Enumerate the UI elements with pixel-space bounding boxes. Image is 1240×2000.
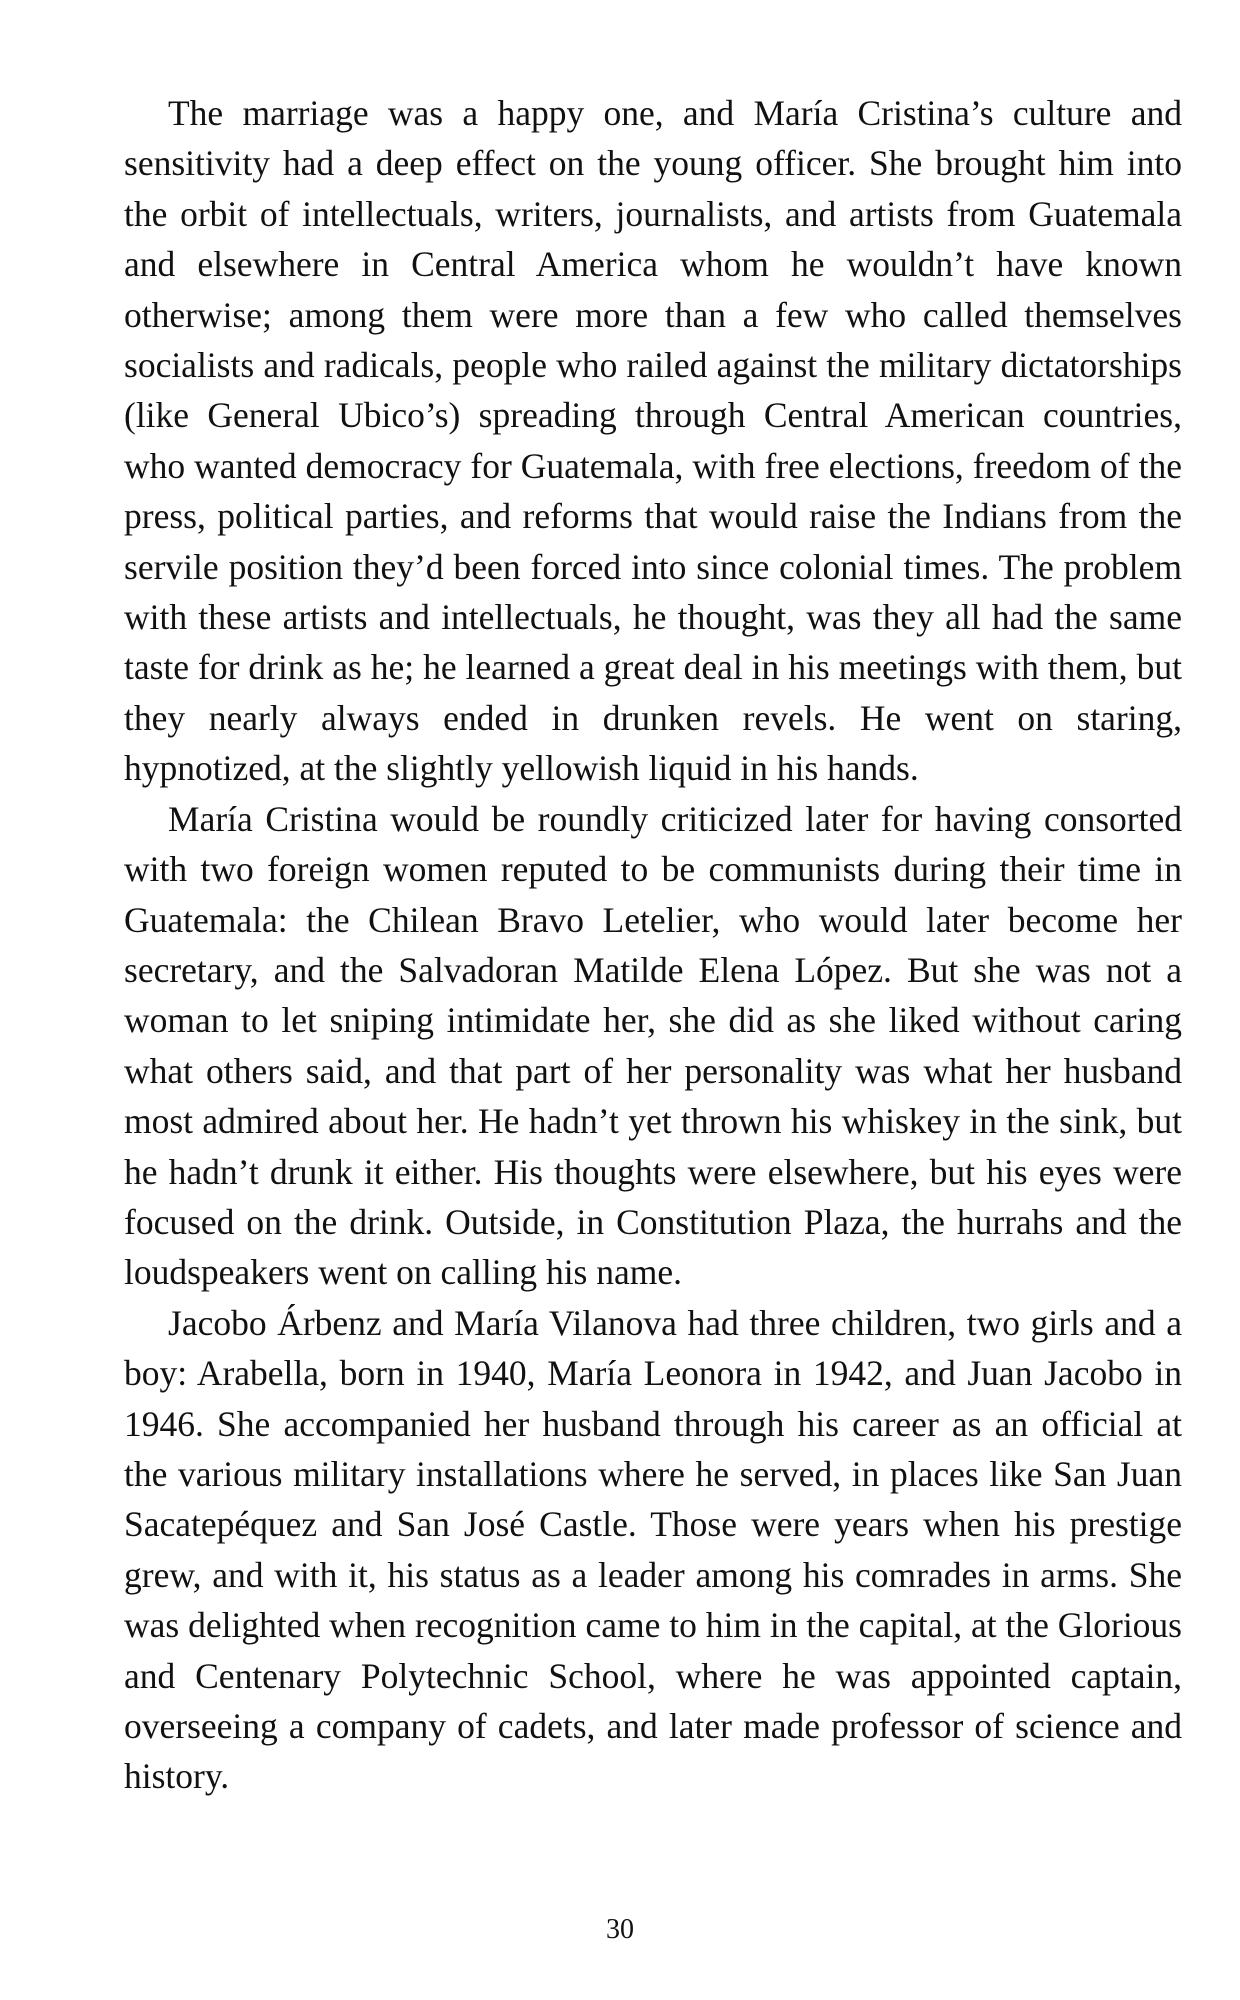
paragraph-1: The marriage was a happy one, and María Cristina’s culture and sensitivity had a deep effect on the young officer. She brought him into the orbit of intellectuals, writers, journalists, and artists from Guatemala and elsewhere in Central America whom he wouldn’t have known otherwise; among them were more than a few who called themselves socialists and radicals, people who railed against the military dictatorships (like General Ubico’s) spreading through Central American countries, who wanted democracy for Guatemala, with free elections, freedom of the press, political parties, and reforms that would raise the Indians from the servile position they’d been forced into since colonial times. The problem with these artists and intellectuals, he thought, was they all had the same taste for drink as he; he learned a great deal in his meetings with them, but they nearly always ended in drunken revels. He went on staring, hypnotized, at the slightly yellowish liquid in his hands.: [124, 93, 1182, 789]
paragraph-2: María Cristina would be roundly criticized later for having consorted with two foreign women reputed to be communists during their time in Guatemala: the Chilean Bravo Letelier, who would later become her secretary, and the Salvadoran Matilde Elena López. But she was not a woman to let sniping intimidate her, she did as she liked without caring what others said, and that part of her personality was what her husband most admired about her. He hadn’t yet thrown his whiskey in the sink, but he hadn’t drunk it either. His thoughts were elsewhere, but his eyes were focused on the drink. Outside, in Constitution Plaza, the hurrahs and the loudspeakers went on calling his name.: [124, 798, 1182, 1293]
paragraph-3: Jacobo Árbenz and María Vilanova had three children, two girls and a boy: Arabella, born in 1940, María Leonora in 1942, and Juan Jacobo in 1946. She accompanied her husband through his career as an official at the various military installations where he served, in places like San Juan Sacatepéquez and San José Castle. Those were years when his prestige grew, and with it, his status as a leader among his comrades in arms. She was delighted when recognition came to him in the capital, at the Glorious and Centenary Polytechnic School, where he was appointed captain, overseeing a company of cadets, and later made professor of science and history.: [124, 1302, 1182, 1797]
body-text: [124, 88, 1182, 1802]
page-number: 30: [606, 1914, 634, 1945]
